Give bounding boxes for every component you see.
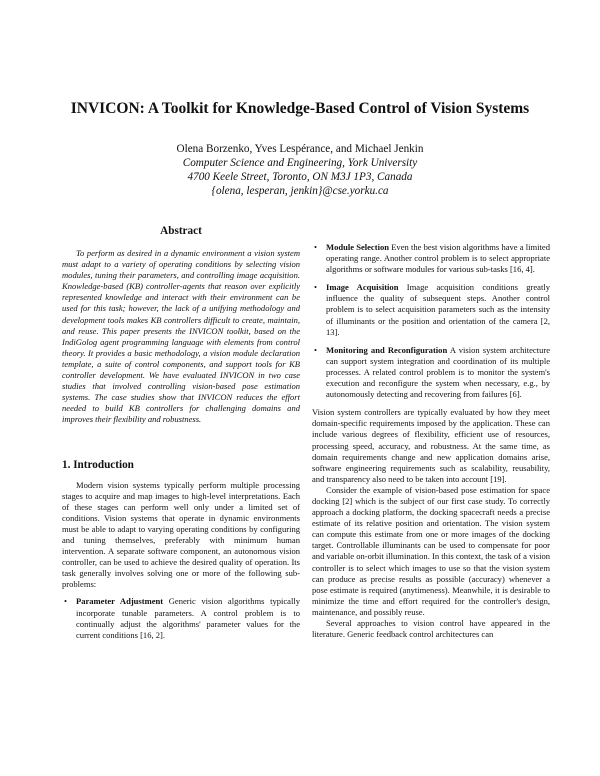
right-column bbox=[312, 242, 550, 640]
list-item-term: Module Selection bbox=[326, 242, 389, 252]
address: 4700 Keele Street, Toronto, ON M3J 1P3, Canada bbox=[187, 171, 413, 183]
bullet-icon: • bbox=[314, 242, 317, 252]
intro-paragraph-2: Vision system controllers are typically evaluated by how they meet domain-specific requirements imposed by the application. These can include various degrees of flexibility, efficient use of resources, processing speed, accuracy, and robustness. At the same time, as domain requirements change and new application domains arise, software engineering requirements such as scalability, reusability, and transparency also need to be taken into account [19]. bbox=[312, 407, 550, 484]
intro-paragraph-3: Consider the example of vision-based pose estimation for space docking [2] which is the subject of our first case study. To correctly approach a docking platform, the docking spacecraft needs a precise estimate of its relative position and orientation. The vision system can compute this estimate from one or more images of the docking target. Controllable illuminants can be used to compensate for poor and variable on-orbit illumination. In this context, the task of a vision controller is to select which images to use so that the vision system can produce as precise results as possible (accuracy) whenever a pose estimate is required (anytimeness). Meanwhile, it is desirable to minimize the time and effort required for the controller's design, maintenance, and possibly reuse. bbox=[312, 484, 550, 617]
list-item-term: Parameter Adjustment bbox=[76, 596, 164, 607]
left-column bbox=[62, 224, 300, 647]
subproblem-list bbox=[62, 596, 300, 640]
list-item-term: Monitoring and Reconfiguration bbox=[326, 344, 448, 355]
list-item-term: Image Acquisition bbox=[326, 282, 399, 293]
bullet-icon: • bbox=[314, 344, 317, 355]
list-item-text: Even the best vision algorithms have a limited operating range. Another control problem is to select appropriate algorithms or software modules for various sub-tasks [16, 4]. bbox=[326, 242, 550, 275]
bullet-icon: • bbox=[64, 596, 67, 607]
list-item-text: A vision system architecture can support system integration and coordination of its multiple processes. A related control problem is to monitor the system's execution and reconfigure the system when necessary, e.g., by autonomously detecting and recovering from failures [6]. bbox=[326, 344, 550, 400]
list-item bbox=[62, 596, 300, 640]
list-item bbox=[312, 282, 550, 337]
list-item bbox=[312, 242, 550, 275]
list-item-text: Image acquisition conditions greatly influence the quality of subsequent steps. Another control problem is to select acquisition parameters such as the intensity of illuminants or the position and orientation of the camera [2, 13]. bbox=[326, 282, 550, 337]
abstract-text: To perform as desired in a dynamic environment a vision system must adapt to a variety of operating conditions by selecting vision modules, tuning their parameters, and controlling image acquisition. Knowledge-based (KB) controller-agents that reason over explicitly represented knowledge and interact with their environment can be used for this task; however, the lack of a unifying methodology and development tools makes KB controllers difficult to create, maintain, and reuse. This paper presents the INVICON toolkit, based on the IndiGolog agent programming language with elements from control theory. It provides a basic methodology, a vision module declaration template, a suite of control components, and support tools for KB controller development. We have evaluated INVICON in two case studies that involved controlling vision-based pose estimation systems. The case studies show that INVICON reduces the effort needed to build KB controllers for challenging domains and improves their flexibility and robustness. bbox=[62, 248, 300, 425]
paper-title: INVICON: A Toolkit for Knowledge-Based Control of Vision Systems bbox=[70, 100, 530, 117]
bullet-icon: • bbox=[314, 282, 317, 293]
author-list: Olena Borzenko, Yves Lespérance, and Michael Jenkin bbox=[176, 143, 424, 155]
intro-paragraph-1: Modern vision systems typically perform multiple processing stages to acquire and map images to high-level interpretations. Each of these stages can perform well only under a limited set of conditions. Vision systems that operate in dynamic environments must be able to adapt to varying operating conditions by configuring and tuning themselves, preferably with minimum human intervention. A separate software component, an autonomous vision controller, can be used to achieve the desired quality of operation. Its task generally involves solving one or more of the following sub-problems: bbox=[62, 479, 300, 590]
list-item-text: Generic vision algorithms typically incorporate tunable parameters. A control problem is to continually adjust the algorithms' parameter values for the current conditions [16, 2]. bbox=[76, 596, 300, 640]
affiliation: Computer Science and Engineering, York University bbox=[182, 157, 418, 169]
subproblem-list-continued bbox=[312, 242, 550, 400]
email-addresses: {olena, lesperan, jenkin}@cse.yorku.ca bbox=[211, 185, 389, 197]
intro-paragraph-4: Several approaches to vision control have appeared in the literature. Generic feedback control architectures can bbox=[312, 618, 550, 640]
list-item bbox=[312, 345, 550, 400]
section-heading-introduction: 1. Introduction bbox=[62, 458, 134, 471]
abstract-heading: Abstract bbox=[160, 225, 202, 237]
